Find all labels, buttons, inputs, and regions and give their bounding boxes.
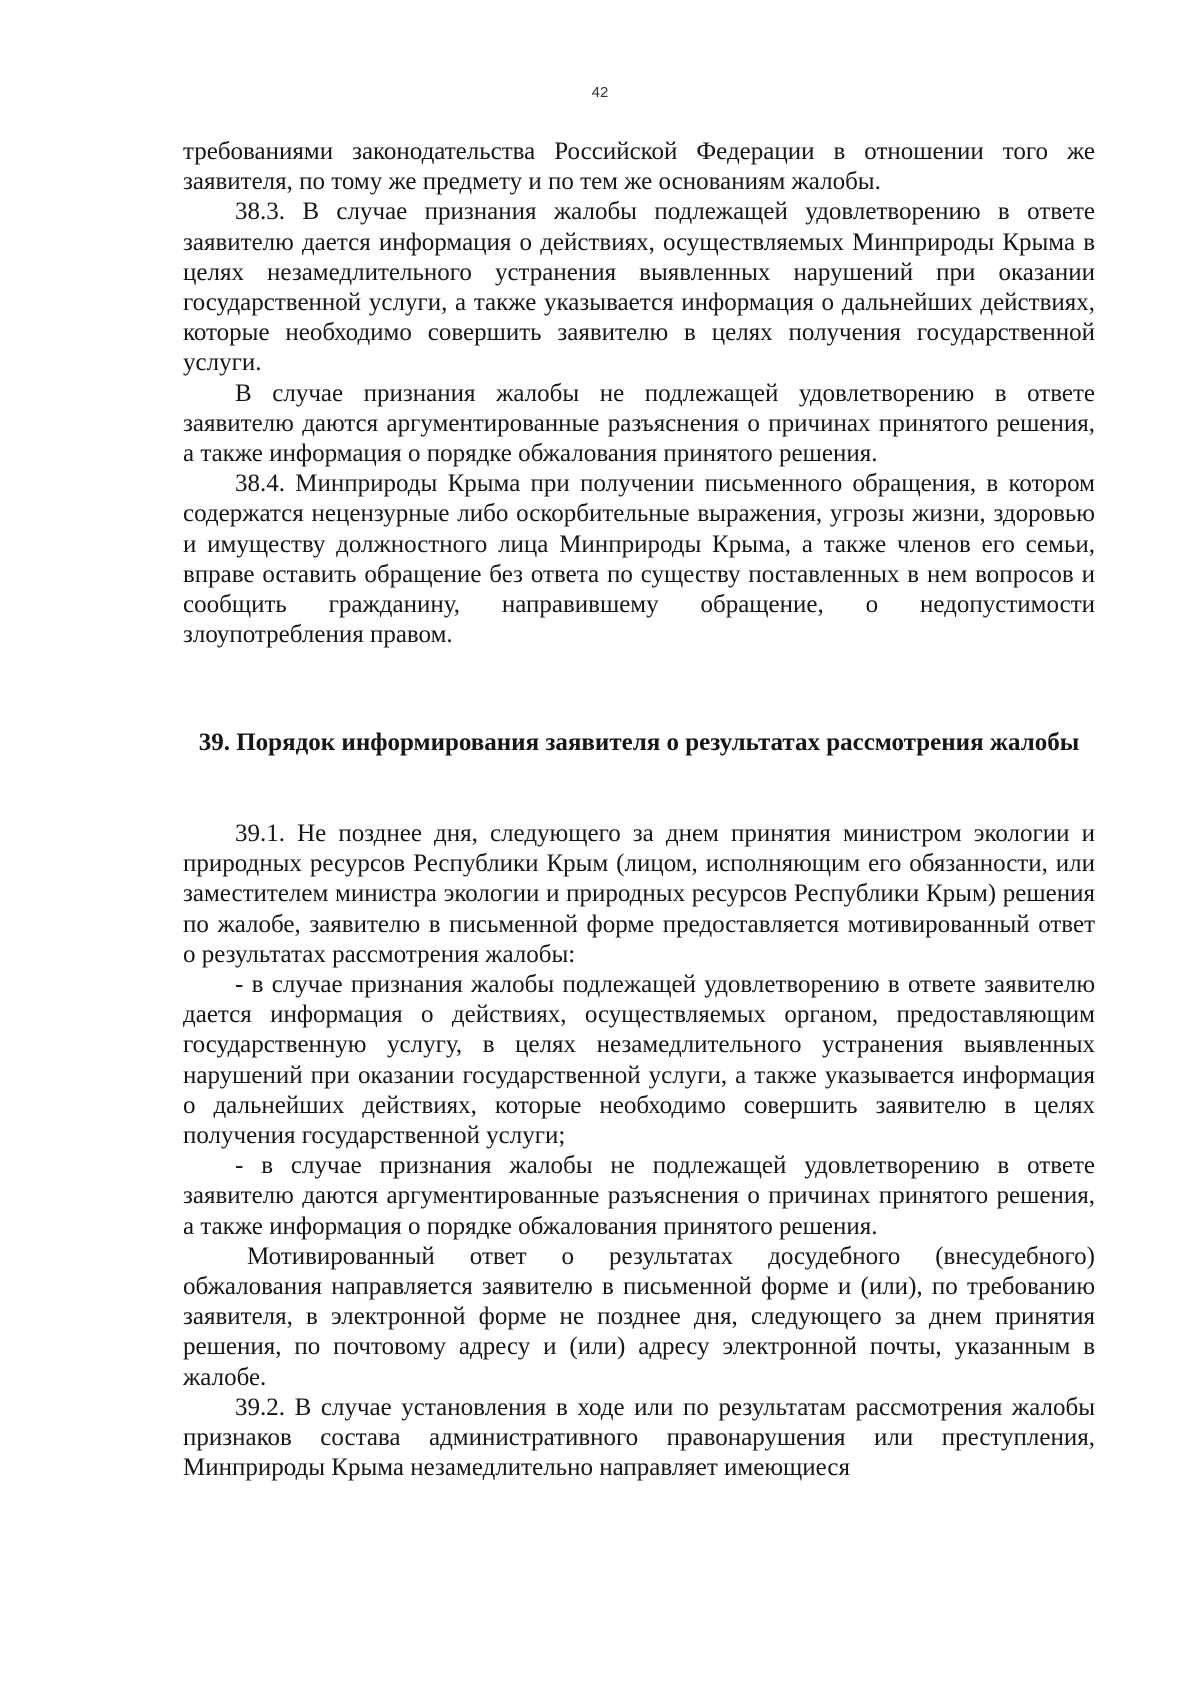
text-block-section-39 <box>183 819 1095 1483</box>
text-block-section-38 <box>183 137 1095 650</box>
page-number: 42 <box>591 84 609 101</box>
paragraph-39-1: 39.1. Не позднее дня, следующего за днем принятия министром экологии и природных ресурсов Республики Крым (лицом, исполняющим его обязанности, или заместителем министра экологии и природных ресурсов Республики Крым) решения по жалобе, заявителю в письменной форме предоставляется мотивированный ответ о результатах рассмотрения жалобы: <box>183 820 1095 968</box>
paragraph-continuation: требованиями законодательства Российской Федерации в отношении того же заявителя, по тому же предмету и по тем же основаниям жалобы. <box>183 138 1095 196</box>
section-heading-39: 39. Порядок информирования заявителя о результатах рассмотрения жалобы <box>198 729 1080 756</box>
paragraph-38-4: 38.4. Минприроды Крыма при получении письменного обращения, в котором содержатся нецензурные либо оскорбительные выражения, угрозы жизни, здоровью и имуществу должностного лица Минприроды Крыма, а также членов его семьи, вправе оставить обращение без ответа по существу поставленных в нем вопросов и сообщить гражданину, направившему обращение, о недопустимости злоупотребления правом. <box>183 470 1095 649</box>
list-item-rejected: - в случае признания жалобы не подлежащей удовлетворению в ответе заявителю даются аргументированные разъяснения о причинах принятого решения, а также информация о порядке обжалования принятого решения. <box>183 1152 1095 1240</box>
list-item-satisfied: - в случае признания жалобы подлежащей удовлетворению в ответе заявителю дается информация о действиях, осуществляемых органом, предоставляющим государственную услугу, в целях незамедлительного устранения выявленных нарушений при оказании государственной услуги, а также указывается информация о дальнейших действиях, которые необходимо совершить заявителю в целях получения государственной услуги; <box>183 971 1095 1150</box>
paragraph-39-2: 39.2. В случае установления в ходе или по результатам рассмотрения жалобы признаков состава административного правонарушения или преступления, Минприроды Крыма незамедлительно направляет имеющиеся <box>183 1393 1095 1482</box>
paragraph-38-3-refusal: В случае признания жалобы не подлежащей удовлетворению в ответе заявителю даются аргументированные разъяснения о причинах принятого решения, а также информация о порядке обжалования принятого решения. <box>183 379 1095 468</box>
paragraph-38-3: 38.3. В случае признания жалобы подлежащей удовлетворению в ответе заявителю дается информация о действиях, осуществляемых Минприроды Крыма в целях незамедлительного устранения выявленных нарушений при оказании государственной услуги, а также указывается информация о дальнейших действиях, которые необходимо совершить заявителю в целях получения государственной услуги. <box>183 198 1095 377</box>
paragraph-motivated-answer: Мотивированный ответ о результатах досудебного (внесудебного) обжалования направляется заявителю в письменной форме и (или), по требованию заявителя, в электронной форме не позднее дня, следующего за днем принятия решения, по почтовому адресу и (или) адресу электронной почты, указанным в жалобе. <box>183 1242 1095 1391</box>
